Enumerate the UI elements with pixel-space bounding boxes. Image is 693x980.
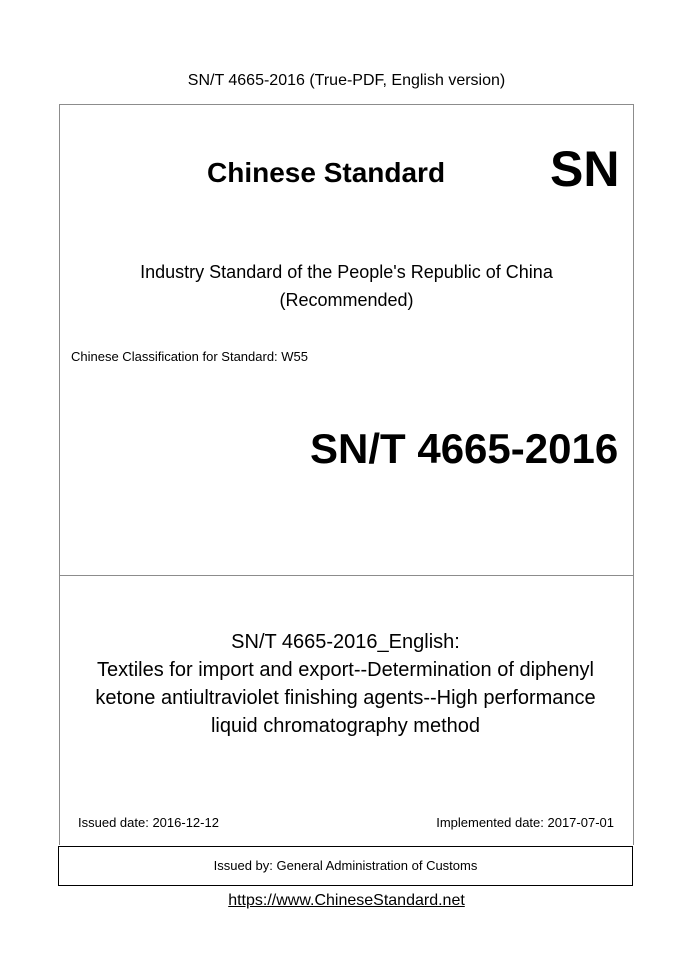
implemented-date: Implemented date: 2017-07-01 (436, 815, 614, 830)
standard-type (0, 258, 693, 314)
document-title (59, 628, 632, 740)
classification: Chinese Classification for Standard: W55 (71, 349, 309, 364)
standard-number: SN/T 4665-2016 (310, 425, 619, 472)
standard-type-line-1: Industry Standard of the People's Republic of China (140, 262, 553, 282)
standard-type-line-2: (Recommended) (279, 290, 414, 310)
document-title-line-3: ketone antiultraviolet finishing agents--High performance (95, 687, 596, 709)
issued-by: Issued by: General Administration of Customs (58, 846, 633, 886)
website-link[interactable]: https://www.ChineseStandard.net (228, 892, 465, 909)
page-header: SN/T 4665-2016 (True-PDF, English version) (187, 72, 506, 89)
issued-date: Issued date: 2016-12-12 (78, 815, 219, 830)
document-title-line-4: liquid chromatography method (210, 715, 481, 737)
brand-code: SN (550, 141, 620, 197)
document-title-line-1: SN/T 4665-2016_English: (231, 631, 460, 653)
document-title-line-2: Textiles for import and export--Determination of diphenyl (97, 659, 594, 681)
brand-title: Chinese Standard (207, 157, 446, 188)
